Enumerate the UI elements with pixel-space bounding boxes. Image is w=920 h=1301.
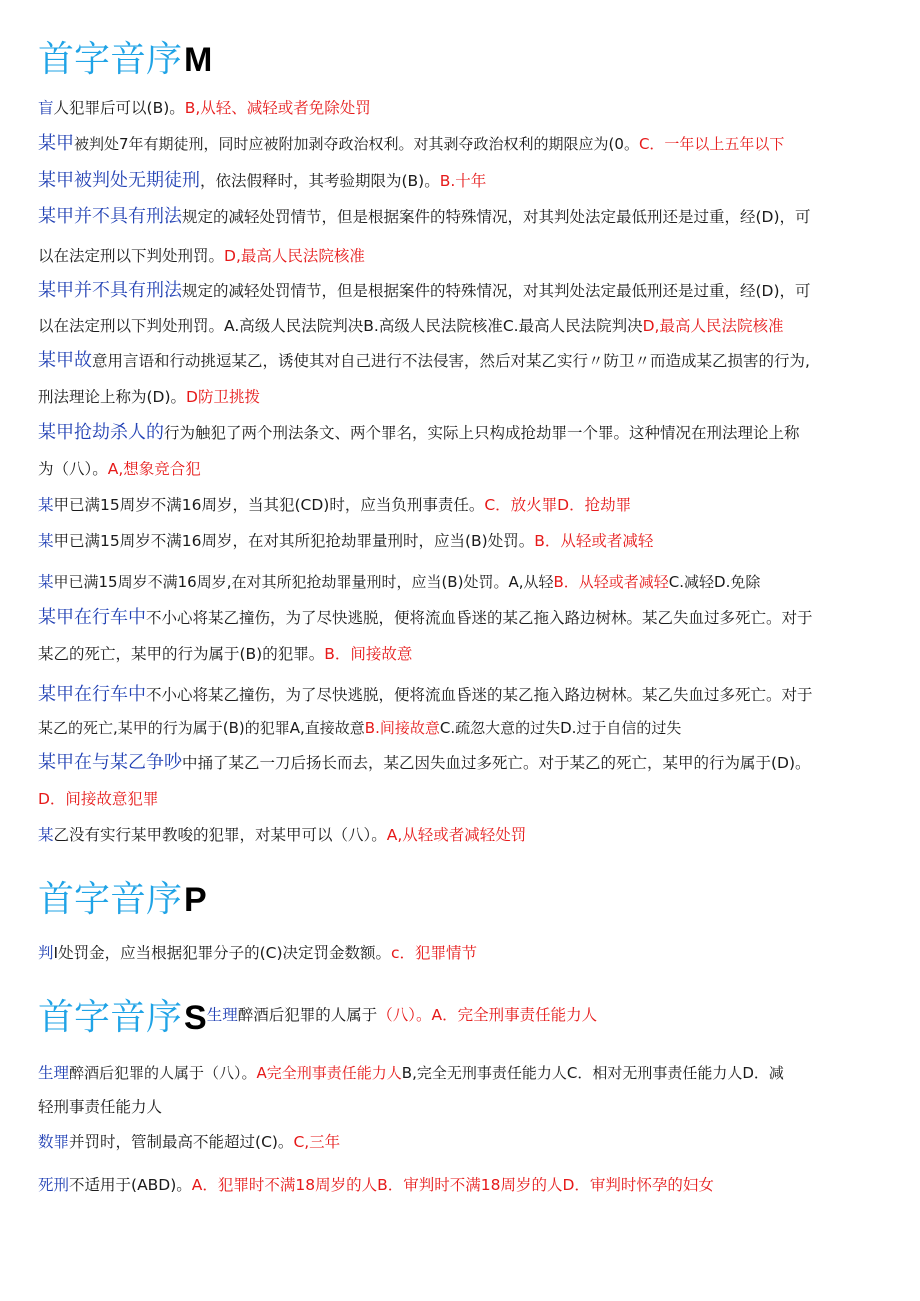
question-text: 中捅了某乙一刀后扬长而去，某乙因失血过多死亡。对于某乙的死亡，某甲的行为属于(D)。 [182,754,811,772]
question-key: 盲 [38,99,54,117]
question-text: 行为触犯了两个刑法条文、两个罪名，实际上只构成抢劫罪一个罪。这种情况在刑法理论上称 [164,424,800,442]
question-line [38,132,784,156]
answer-text: C．放火罪D．抢劫罪 [484,496,632,514]
answer-text: B．间接故意 [324,645,413,663]
answer-text: B．从轻或者减轻 [553,573,669,591]
answer-text: （八）。A．完全刑事责任能力人 [377,1006,598,1024]
question-line [38,683,813,707]
question-text: I处罚金，应当根据犯罪分子的(C)决定罚金数额。 [53,944,392,962]
question-text: 以在法定刑以下判处刑罚。A.高级人民法院判决B.高级人民法院核准C.最高人民法院判决 [38,317,643,335]
question-text: 人犯罪后可以(B)。 [53,99,185,117]
question-key: 某 [38,532,54,550]
answer-text: c．犯罪情节 [391,944,478,962]
question-text: 甲已满15周岁不满16周岁，在对其所犯抢劫罪量刑时，应当(B)处罚。 [53,532,535,550]
question-key: 某 [38,826,54,844]
question-line-cont [38,385,260,409]
question-text: 甲已满15周岁不满16周岁,在对其所犯抢劫罪量刑时，应当(B)处罚。A,从轻 [53,573,554,591]
question-line [38,96,371,120]
question-key: 判 [38,944,54,962]
question-line-cont [38,244,365,268]
question-key: 数罪 [38,1133,70,1151]
question-line [38,349,810,373]
answer-text: B.间接故意 [364,719,440,737]
answer-text: A,从轻或者减轻处罚 [386,826,527,844]
question-text: 并罚时，管制最高不能超过(C)。 [69,1133,294,1151]
question-line [38,169,486,193]
question-key: 某 [38,496,54,514]
question-line [38,1173,714,1197]
question-key: 死刑 [38,1176,70,1194]
question-text: 刑法理论上称为(D)。 [38,388,187,406]
answer-text: D．间接故意犯罪 [38,790,159,808]
question-text: 某乙的死亡,某甲的行为属于(B)的犯罪A,直接故意 [38,719,365,737]
question-line-cont [38,642,412,666]
answer-text: D防卫挑拨 [186,388,260,406]
question-key: 某甲在与某乙争吵 [38,752,182,773]
question-line-cont [38,314,783,338]
question-line [38,941,477,965]
question-line [38,421,800,445]
question-text: 醉酒后犯罪的人属于 [237,1006,378,1024]
question-text: 不小心将某乙撞伤，为了尽快逃脱，便将流血昏迷的某乙拖入路边树林。某乙失血过多死亡。对于 [146,686,813,704]
question-key: 某甲被判处无期徒刑 [38,170,200,191]
question-key: 某 [38,573,54,591]
question-text: 醉酒后犯罪的人属于（八）。 [69,1064,257,1082]
answer-text: C．一年以上五年以下 [638,135,785,153]
question-line [38,279,811,303]
question-key: 某甲在行车中 [38,607,146,628]
question-key: 生理 [38,1064,70,1082]
question-line [38,823,526,847]
question-text-tail: C.减轻D.免除 [668,573,761,591]
question-line [38,606,813,630]
question-line [38,570,760,594]
section-heading-m [38,38,212,82]
question-text: 不小心将某乙撞伤，为了尽快逃脱，便将流血昏迷的某乙拖入路边树林。某乙失血过多死亡。对于 [146,609,813,627]
heading-letter: S [184,999,207,1037]
question-line-cont [38,1095,162,1119]
question-text: 规定的减轻处罚情节，但是根据案件的特殊情况，对其判处法定最低刑还是过重，经(D)，可 [182,208,811,226]
heading-letter: M [184,41,213,79]
question-line [38,493,631,517]
answer-text: B．从轻或者减轻 [534,532,654,550]
question-line [38,1130,340,1154]
question-key: 某甲并不具有刑法 [38,280,182,301]
answer-text: A,想象竞合犯 [107,460,201,478]
question-text: 甲已满15周岁不满16周岁，当其犯(CD)时，应当负刑事责任。 [53,496,485,514]
question-key: 生理 [206,1006,238,1024]
section-heading-s [38,996,597,1041]
question-text: 意用言语和行动挑逗某乙，诱使其对自己进行不法侵害，然后对某乙实行〃防卫〃而造成某乙损害的行为, [92,352,810,370]
question-text-tail: C.疏忽大意的过失D.过于自信的过失 [439,719,682,737]
question-text: 轻刑事责任能力人 [38,1098,163,1116]
heading-text: 首字音序 [38,39,183,80]
question-key: 某甲并不具有刑法 [38,206,182,227]
heading-text: 首字音序 [38,879,183,920]
heading-letter: P [184,881,207,919]
question-key: 某甲抢劫杀人的 [38,422,164,443]
question-text: 不适用于(ABD)。 [69,1176,192,1194]
question-text: 为（八）。 [38,460,108,478]
section-heading-p [38,878,207,922]
question-line-cont [38,716,681,740]
question-text: 被判处7年有期徒刑，同时应被附加剥夺政治权利。对其剥夺政治权利的期限应为(0。 [74,135,639,153]
question-text: 某乙的死亡，某甲的行为属于(B)的犯罪。 [38,645,325,663]
answer-text: D,最高人民法院核准 [642,317,784,335]
answer-text: A．犯罪时不满18周岁的人B．审判时不满18周岁的人D．审判时怀孕的妇女 [191,1176,714,1194]
question-key: 某甲故 [38,350,92,371]
heading-text: 首字音序 [38,997,183,1038]
question-text-tail: B,完全无刑事责任能力人C．相对无刑事责任能力人D．减 [401,1064,784,1082]
question-text: 以在法定刑以下判处刑罚。 [38,247,225,265]
answer-text: B,从轻、减轻或者免除处罚 [184,99,371,117]
question-key: 某甲 [38,133,74,154]
answer-text: C,三年 [293,1133,341,1151]
question-line [38,529,653,553]
question-line [38,751,811,775]
question-key: 某甲在行车中 [38,684,146,705]
question-line-cont [38,457,201,481]
answer-text: D,最高人民法院核准 [224,247,365,265]
answer-text: B.十年 [439,172,487,190]
question-line-cont [38,787,158,811]
question-text: 规定的减轻处罚情节，但是根据案件的特殊情况，对其判处法定最低刑还是过重，经(D)，可 [182,282,811,300]
answer-text: A完全刑事责任能力人 [256,1064,402,1082]
heading-inline-question [207,1006,597,1024]
question-text: 乙没有实行某甲教唆的犯罪，对某甲可以（八）。 [53,826,387,844]
question-line [38,1061,784,1085]
question-text: ，依法假释时，其考验期限为(B)。 [200,172,440,190]
question-line [38,205,811,229]
